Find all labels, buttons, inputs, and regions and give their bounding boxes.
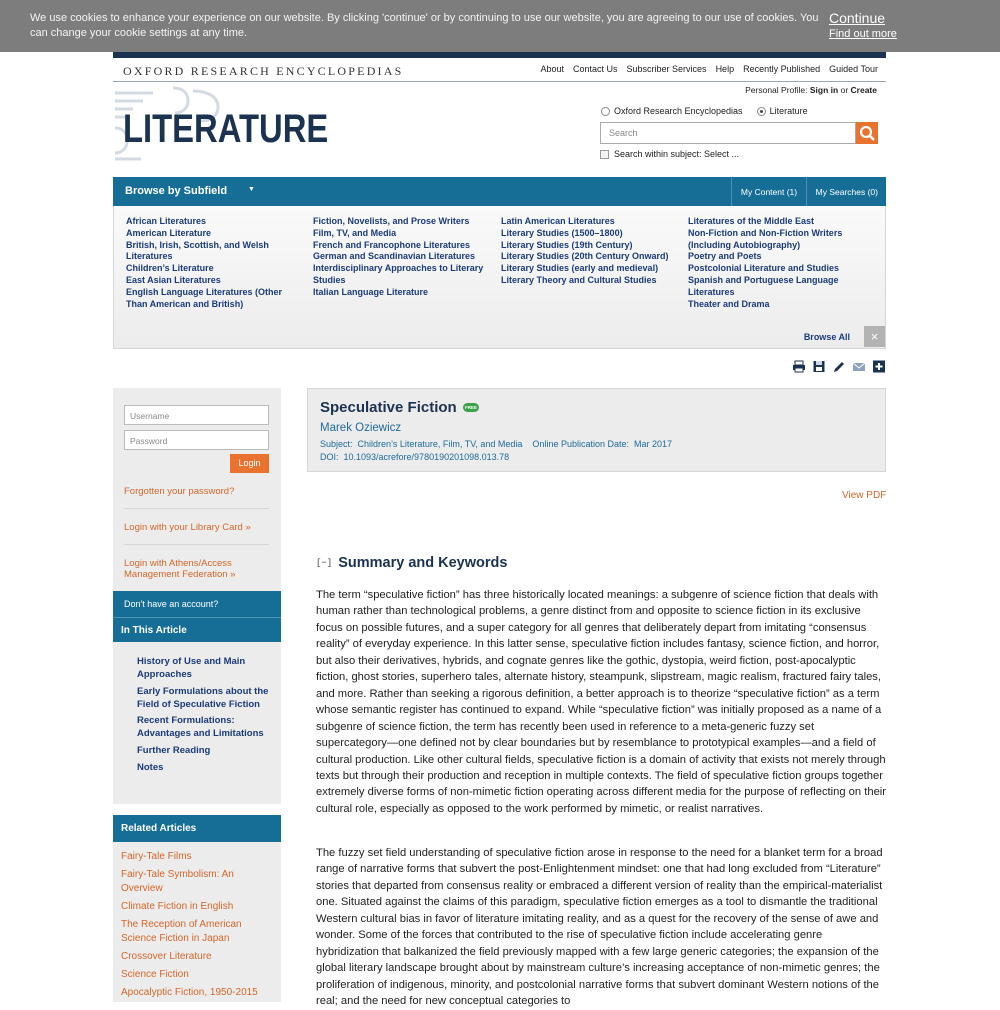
toc-item[interactable]: History of Use and Main Approaches bbox=[137, 656, 246, 680]
browse-all-link[interactable]: Browse All bbox=[803, 332, 850, 342]
sign-in-link[interactable]: Sign in bbox=[809, 85, 839, 95]
subfield-column-1 bbox=[126, 216, 301, 310]
free-badge: FREE bbox=[464, 405, 477, 410]
subfield-column-2 bbox=[313, 216, 488, 299]
brand-name[interactable]: OXFORD RESEARCH ENCYCLOPEDIAS bbox=[123, 64, 404, 78]
subfield-link[interactable]: Literary Studies (19th Century) bbox=[501, 239, 633, 250]
related-article-link[interactable]: Fairy-Tale Symbolism: An Overview bbox=[121, 869, 234, 894]
no-account-link[interactable]: Don't have an account? bbox=[113, 591, 281, 617]
related-articles-heading: Related Articles bbox=[113, 815, 281, 842]
search-input[interactable]: Search bbox=[600, 122, 856, 144]
browse-bar bbox=[113, 177, 886, 206]
nav-subscriber-services[interactable]: Subscriber Services bbox=[626, 64, 707, 74]
subfield-link[interactable]: Latin American Literatures bbox=[501, 216, 615, 226]
toc-item[interactable]: Notes bbox=[137, 762, 164, 773]
search-icon bbox=[856, 122, 878, 144]
subfield-link[interactable]: German and Scandinavian Literatures bbox=[313, 251, 476, 262]
profile-or: or bbox=[840, 85, 849, 95]
subfield-link[interactable]: Literatures of the Middle East bbox=[688, 216, 815, 226]
article-subject-line: Subject: Children’s Literature, Film, TV, and Media Online Publication Date: Mar 2017 bbox=[320, 439, 673, 449]
close-icon[interactable]: × bbox=[864, 326, 885, 347]
article-header bbox=[307, 388, 886, 472]
divider bbox=[124, 544, 269, 545]
related-article-link[interactable]: Apocalyptic Fiction, 1950-2015 bbox=[121, 987, 258, 998]
top-nav bbox=[540, 64, 878, 74]
search-within-subject bbox=[600, 149, 739, 159]
athens-login-link[interactable]: Login with Athens/Access Management Federation » bbox=[124, 558, 236, 580]
subfield-link[interactable]: Poetry and Poets bbox=[688, 251, 762, 262]
cookie-message: We use cookies to enhance your experience on our website. By clicking 'continue' or by continuing to use our website, you are agreeing to our use of cookies. You can change your cookie settings at any time. bbox=[30, 12, 819, 39]
related-article-link[interactable]: The Reception of American Science Fiction in Japan bbox=[121, 919, 242, 944]
password-field[interactable]: Password bbox=[124, 430, 269, 450]
subfield-panel bbox=[113, 206, 886, 349]
collapse-icon[interactable]: [−] bbox=[316, 558, 333, 568]
profile-prefix: Personal Profile: bbox=[745, 85, 808, 95]
related-article-link[interactable]: Science Fiction bbox=[121, 969, 189, 980]
subfield-link[interactable]: English Language Literatures (Other Than American and British) bbox=[126, 286, 283, 309]
cookie-find-out-link[interactable]: Find out more bbox=[829, 28, 897, 40]
subfield-link[interactable]: Literary Studies (20th Century Onward) bbox=[501, 251, 669, 262]
in-this-article-heading: In This Article bbox=[113, 617, 281, 642]
subfield-link[interactable]: Interdisciplinary Approaches to Literary Studies bbox=[313, 263, 484, 285]
summary-title: Summary and Keywords bbox=[338, 555, 508, 571]
subfield-link[interactable]: American Literature bbox=[126, 227, 212, 238]
subfield-link[interactable]: Literary Studies (early and medieval) bbox=[501, 263, 659, 274]
my-searches-link[interactable]: My Searches (0) bbox=[815, 187, 878, 197]
subfield-link[interactable]: Postcolonial Literature and Studies bbox=[688, 263, 840, 274]
view-pdf-link[interactable]: View PDF bbox=[842, 490, 887, 501]
pencil-icon[interactable] bbox=[832, 360, 846, 373]
nav-guided-tour[interactable]: Guided Tour bbox=[829, 64, 878, 74]
toc-item[interactable]: Further Reading bbox=[137, 745, 211, 756]
subfield-link[interactable]: Theater and Drama bbox=[688, 298, 770, 309]
summary-paragraph: The term “speculative fiction” has three historically located meanings: a subgenre of science fiction that deals with human rather than technological problems, a genre distinct from and opposite to science fiction in its exclusive focus on possible futures, and a super category for all genres that deliberately depart from imitating “consensus reality” of everyday experience. In this latter sense, speculative fiction includes fantasy, science fiction, and horror, but also their derivatives, hybrids, and cognate genres like the gothic, dystopia, weird fiction, post-apocalyptic fiction, ghost stories, superhero tales, alternate history, steampunk, slipstream, magic realism, fractured fairy tales, and more. Rather than seeking a rigorous definition, a better approach is to theorize “speculative fiction” as a term whose semantic register has continued to expand. While “speculative fiction” was initially proposed as a name of a subgenre of science fiction, the term has recently been used in reference to a meta-generic fuzzy set supercategory—one defined not by clear boundaries but by resemblance to prototypical examples—and a field of cultural production. Like other cultural fields, speculative fiction is a domain of activity that exists not merely through texts but through their production and reception in multiple contexts. The field of speculative fiction groups together extremely diverse forms of non-mimetic fiction operating across different media for the purpose of reflecting on their cultural role, especially as opposed to the work performed by mimetic, or realist narratives. bbox=[316, 589, 886, 815]
summary-heading-row bbox=[316, 555, 507, 571]
related-article-link[interactable]: Climate Fiction in English bbox=[121, 901, 234, 912]
related-articles-list bbox=[113, 842, 281, 1002]
article-title: Speculative Fiction bbox=[320, 399, 457, 416]
toc-item[interactable]: Recent Formulations: Advantages and Limitations bbox=[137, 715, 264, 739]
search-button[interactable] bbox=[856, 122, 878, 144]
article-doi: DOI: 10.1093/acrefore/9780190201098.013.78 bbox=[320, 451, 510, 462]
article-tools bbox=[792, 360, 886, 373]
nav-contact-us[interactable]: Contact Us bbox=[573, 64, 618, 74]
article-toc bbox=[113, 642, 281, 804]
header-brand-row bbox=[113, 58, 886, 82]
scope-all-radio[interactable] bbox=[601, 107, 610, 116]
subfield-column-3 bbox=[501, 216, 676, 287]
subfield-link[interactable]: Fiction, Novelists, and Prose Writers bbox=[313, 216, 470, 226]
cookie-continue-link[interactable]: Continue bbox=[829, 10, 886, 26]
nav-help[interactable]: Help bbox=[715, 64, 735, 74]
my-content-link[interactable]: My Content (1) bbox=[731, 177, 807, 206]
subfield-link[interactable]: Literary Theory and Cultural Studies bbox=[501, 274, 657, 285]
email-icon[interactable] bbox=[852, 360, 866, 373]
caret-down-icon[interactable]: ▼ bbox=[248, 186, 255, 193]
subfield-link[interactable]: Italian Language Literature bbox=[313, 286, 429, 297]
create-link[interactable]: Create bbox=[850, 85, 877, 95]
search-scope bbox=[601, 106, 808, 116]
subfield-link[interactable]: Non-Fiction and Non-Fiction Writers (Including Autobiography) bbox=[688, 227, 843, 250]
forgot-password-link[interactable]: Forgotten your password? bbox=[124, 486, 235, 497]
related-article-link[interactable]: Crossover Literature bbox=[121, 951, 212, 962]
divider bbox=[124, 508, 269, 509]
cookie-banner bbox=[0, 0, 1000, 52]
scope-subject-label: Literature bbox=[769, 106, 808, 116]
subfield-link[interactable]: Children’s Literature bbox=[126, 263, 214, 274]
article-meta bbox=[320, 438, 672, 463]
toc-item[interactable]: Early Formulations about the Field of Speculative Fiction bbox=[137, 686, 269, 710]
subfield-link[interactable]: Spanish and Portuguese Language Literatures bbox=[688, 274, 839, 297]
related-article-link[interactable]: Fairy-Tale Films bbox=[121, 851, 192, 862]
library-card-login-link[interactable]: Login with your Library Card » bbox=[124, 522, 251, 533]
personal-profile bbox=[745, 85, 877, 95]
browse-by-subfield-toggle[interactable]: Browse by Subfield bbox=[125, 185, 228, 197]
subfield-link[interactable]: East Asian Literatures bbox=[126, 274, 221, 285]
plus-icon[interactable] bbox=[872, 360, 886, 373]
subfield-column-4 bbox=[688, 216, 863, 310]
scope-subject-radio[interactable] bbox=[757, 107, 766, 116]
subfield-link[interactable]: British, Irish, Scottish, and Welsh Literatures bbox=[126, 239, 269, 262]
search-within-label: Search within subject: Select ... bbox=[614, 149, 740, 159]
subfield-link[interactable]: French and Francophone Literatures bbox=[313, 239, 471, 250]
subfield-link[interactable]: Literary Studies (1500–1800) bbox=[501, 227, 623, 238]
scope-all-label: Oxford Research Encyclopedias bbox=[614, 106, 743, 116]
site-title[interactable]: LITERATURE bbox=[123, 107, 329, 151]
nav-about[interactable]: About bbox=[540, 64, 564, 74]
article-author-link[interactable]: Marek Oziewicz bbox=[320, 422, 402, 434]
search-within-checkbox[interactable] bbox=[600, 150, 609, 159]
login-button[interactable]: Login bbox=[230, 454, 269, 473]
print-icon[interactable] bbox=[792, 360, 806, 373]
subfield-link[interactable]: Film, TV, and Media bbox=[313, 227, 397, 238]
summary-paragraph: The fuzzy set field understanding of speculative fiction arose in response to the need for a blanket term for a broad range of narrative forms that subvert the post-Enlightenment mindset: one that had long excluded from “Literature” stories that departed from consensus reality or embraced a different version of reality than the empirical-materialist one. Situated against the claims of this paradigm, speculative fiction emerges as a tool to dismantle the traditional Western cultural bias in favor of literature imitating reality, and as a quest for the recovery of the sense of awe and wonder. Some of the forces that contributed to the rise of speculative fiction include accelerating genre hybridization that balkanized the field previously mapped with a few large generic categories; the expansion of the global literary landscape brought about by mainstream culture’s increasing acceptance of non-mimetic genres; the proliferation of indigenous, minority, and postcolonial narrative forms that subvert dominant Western notions of the real; and the need for new conceptual categories to bbox=[316, 847, 883, 1008]
username-field[interactable]: Username bbox=[124, 405, 269, 425]
login-panel bbox=[113, 388, 281, 591]
subfield-link[interactable]: African Literatures bbox=[126, 216, 207, 226]
save-icon[interactable] bbox=[812, 360, 826, 373]
nav-recently-published[interactable]: Recently Published bbox=[743, 64, 821, 74]
